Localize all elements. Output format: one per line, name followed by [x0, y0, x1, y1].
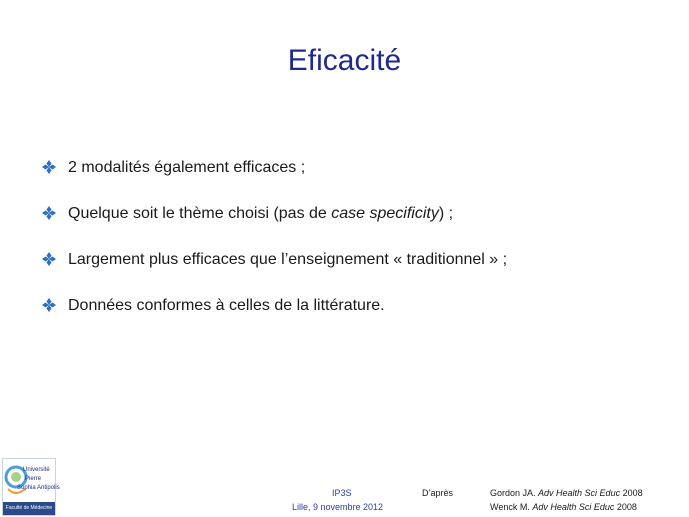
slide-title: Eficacité	[287, 44, 402, 77]
bullet-text-after: ) ;	[438, 205, 454, 222]
diamond-cluster-icon	[42, 298, 56, 312]
footer-dapres: D’après	[422, 488, 454, 498]
bullet-text: Données conformes à celles de la littérature.	[68, 297, 385, 314]
ref1-year: 2008	[620, 488, 643, 498]
bullet-item	[42, 204, 662, 224]
ref2-year: 2008	[614, 502, 637, 512]
footer-reference-1	[490, 487, 643, 499]
diamond-cluster-icon	[42, 160, 56, 174]
footer-reference-2	[490, 501, 637, 513]
ref1-author: Gordon JA.	[490, 488, 539, 498]
bullet-text	[68, 204, 453, 224]
bullet-item	[42, 158, 662, 178]
bullet-text-before: Quelque soit le thème choisi (pas de	[68, 205, 332, 222]
diamond-cluster-icon	[42, 252, 56, 266]
ref1-journal: Adv Health Sci Educ	[538, 488, 621, 498]
bullet-text: 2 modalités également efficaces ;	[68, 159, 306, 176]
footer-place-date: Lille, 9 novembre 2012	[292, 502, 384, 512]
bullet-list	[42, 158, 662, 342]
logo-faculty: Faculté de Médecine	[3, 502, 55, 515]
bullet-item	[42, 250, 662, 270]
footer-event: IP3S	[332, 488, 352, 498]
bullet-text: Largement plus efficaces que l’enseignement « traditionnel » ;	[68, 251, 508, 268]
university-logo	[2, 458, 60, 516]
ref2-author: Wenck M.	[490, 502, 533, 512]
bullet-item	[42, 296, 662, 316]
bullet-text-italic: case specificity	[331, 205, 439, 222]
logo-line-1: Université	[23, 467, 50, 473]
logo-line-2: Pierre	[25, 476, 42, 482]
diamond-cluster-icon	[42, 206, 56, 220]
logo-line-3: Sophia Antipolis	[17, 485, 60, 491]
ref2-journal: Adv Health Sci Educ	[532, 502, 615, 512]
